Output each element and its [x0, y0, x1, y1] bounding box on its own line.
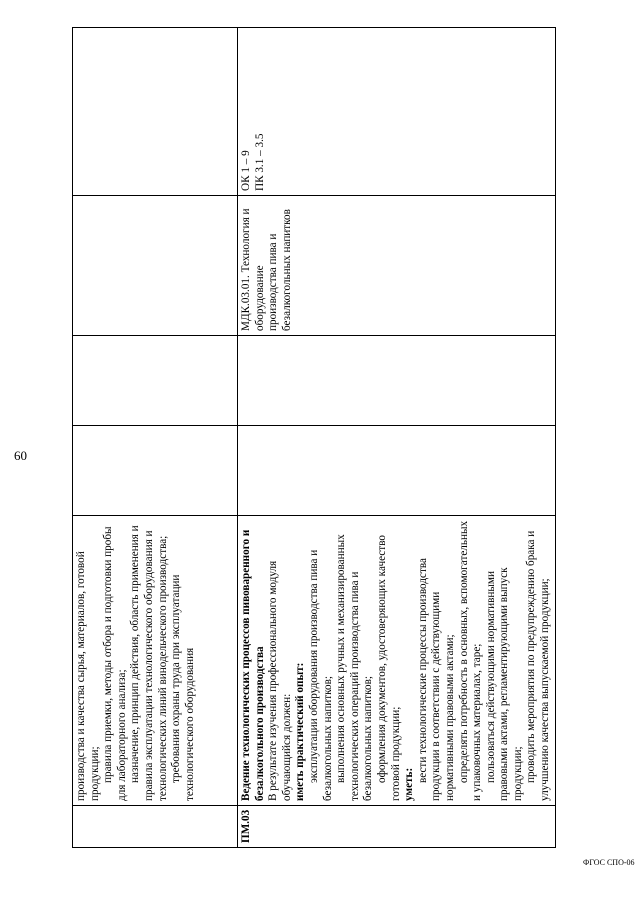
description-line: правила приемки, методы отбора и подготовки пробы для лабораторного анализа; [102, 526, 128, 801]
module-description-cell [73, 516, 238, 806]
description-line: В результате изучения профессионального модуля обучающийся должен: [267, 560, 293, 801]
description-line: выполнения основных ручных и механизированных технологических операций производства пива и безалкогольных напитков; [335, 534, 375, 801]
section-heading: уметь: [403, 767, 416, 801]
mdk-cell [73, 196, 238, 336]
competencies-cell [238, 28, 556, 196]
class-hours-cell [73, 336, 238, 426]
mdk-cell: МДК.03.01. Технология и оборудование производства пива и безалкогольных напитков [238, 196, 556, 336]
curriculum-table-wrapper [72, 28, 552, 848]
section-heading: иметь практический опыт: [294, 662, 307, 801]
curriculum-table [72, 27, 556, 848]
module-code-cell [73, 806, 238, 848]
description-line: требования охраны труда при эксплуатации технологического оборудования [170, 574, 196, 801]
description-line: определять потребность в основных, вспомогательных и упаковочных материалах, таре; [457, 520, 484, 801]
class-hours-cell [238, 336, 556, 426]
module-description-cell [238, 516, 556, 806]
competency-item: ОК 1 – 9 [240, 150, 252, 191]
max-hours-cell [73, 426, 238, 516]
description-line: эксплуатации оборудования производства пива и безалкогольных напитков; [307, 549, 334, 801]
page-number: 60 [14, 448, 27, 463]
footer-code: ФГОС СПО-06 [583, 858, 635, 867]
rotated-table [72, 28, 552, 848]
table-row [73, 28, 238, 848]
description-line: производства и качества сырья, материалов, готовой продукции; [75, 551, 101, 801]
max-hours-cell [238, 426, 556, 516]
description-line: назначение, принцип действия, область применения и правила эксплуатации технологического оборудования и технологических линий винодельческого производства; [129, 525, 169, 801]
description-line: оформления документов, удостоверяющих качество готовой продукции; [375, 535, 402, 801]
description-line: вести технологические процессы производства продукции в соответствии с действующими нормативными правовыми актами; [416, 558, 456, 801]
competencies-cell [73, 28, 238, 196]
description-line: пользоваться действующими нормативными правовыми актами, регламентирующими выпуск продукции; [484, 567, 524, 801]
competency-item: ПК 3.1 – 3.5 [253, 133, 266, 191]
module-title: Ведение технологических процессов пивоваренного и безалкогольного производства [240, 529, 266, 801]
table-row [238, 28, 556, 848]
description-line: проводить мероприятия по предупреждению брака и улучшению качества выпускаемой продукции; [525, 530, 552, 801]
module-code-cell: ПМ.03 [238, 806, 556, 848]
